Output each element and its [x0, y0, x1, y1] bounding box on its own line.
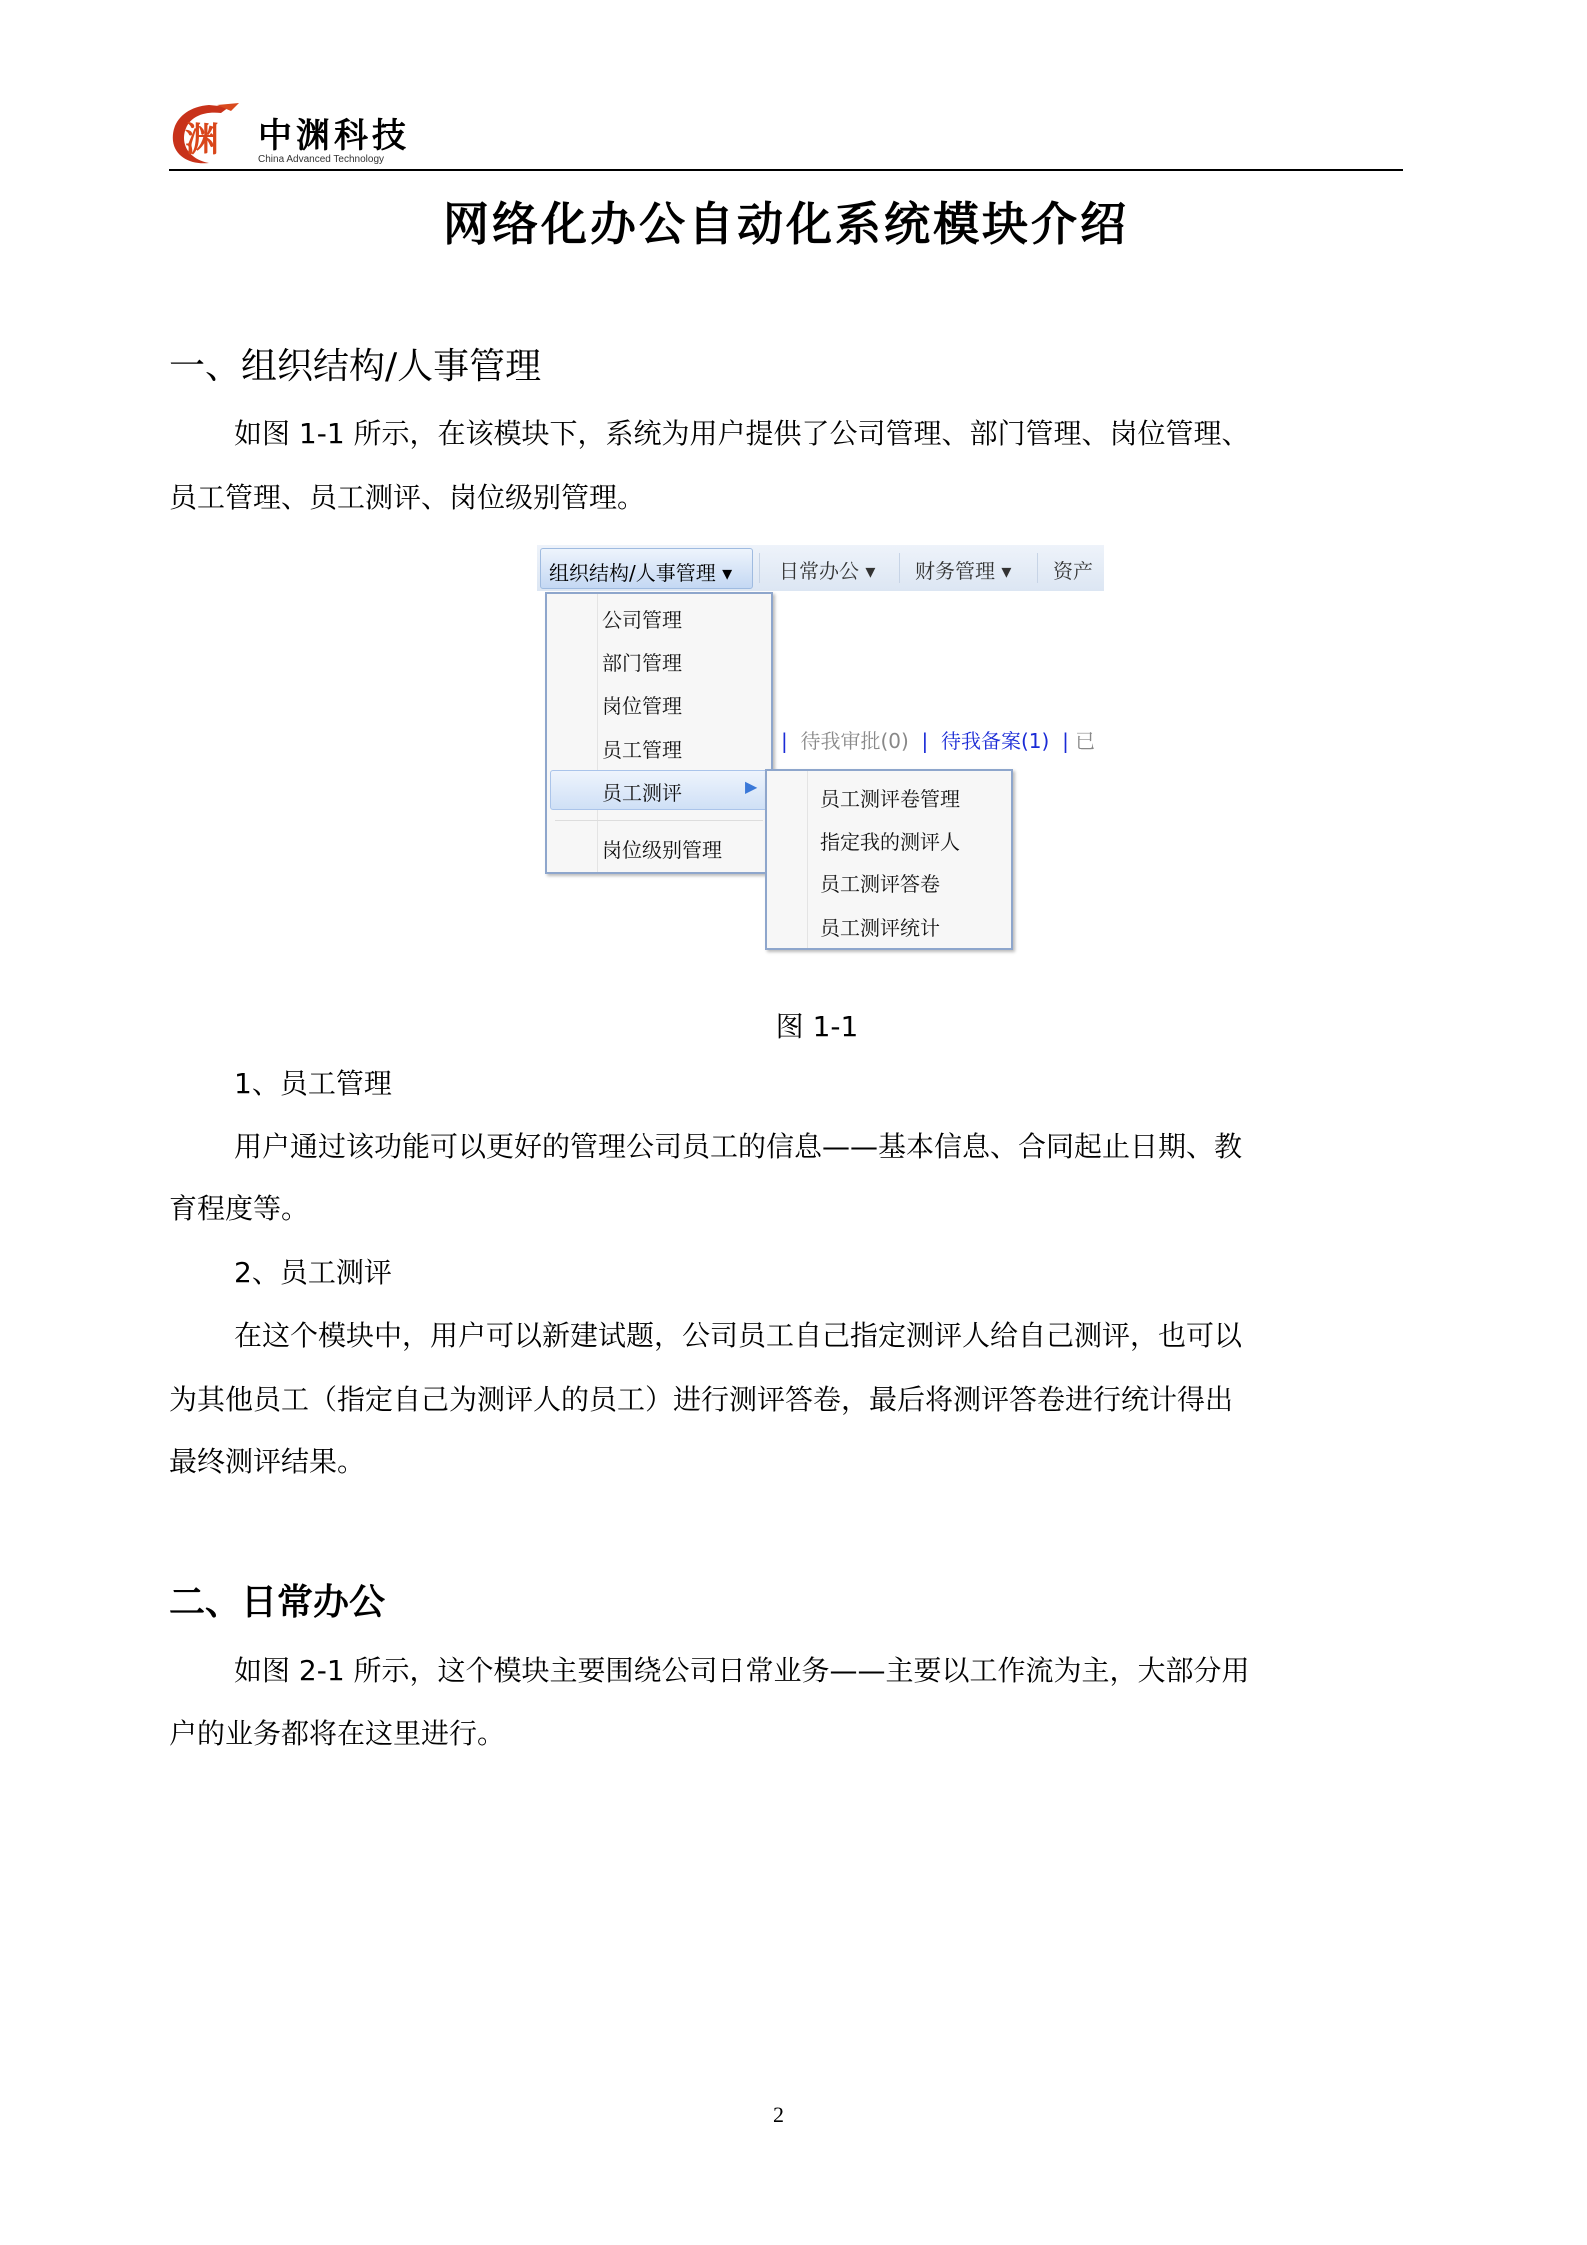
figure-caption: 图 1-1	[775, 1010, 859, 1043]
pending-filing-link[interactable]: 待我备案(1)	[941, 729, 1050, 753]
submenu-item[interactable]: 指定我的测评人	[820, 830, 960, 854]
header-rule	[169, 169, 1403, 171]
submenu-arrow-icon: ▶	[745, 777, 758, 796]
separator: |	[1062, 729, 1069, 753]
menu-item-employee[interactable]: 员工管理	[602, 738, 682, 762]
subsection-heading: 1、员工管理	[234, 1067, 392, 1100]
menu-item-evaluation[interactable]: 员工测评	[602, 781, 682, 805]
submenu	[765, 769, 1013, 950]
paragraph: 用户通过该功能可以更好的管理公司员工的信息——基本信息、合同起止日期、教	[234, 1130, 1243, 1163]
submenu-item[interactable]: 员工测评统计	[820, 916, 940, 940]
menu-divider	[555, 820, 763, 821]
page-title: 网络化办公自动化系统模块介绍	[443, 197, 1129, 251]
menu-bar	[537, 545, 1104, 591]
section2-heading: 二、日常办公	[169, 1582, 386, 1623]
submenu-item[interactable]: 员工测评卷管理	[820, 787, 960, 811]
status-links	[781, 725, 1095, 754]
tab-assets[interactable]: 资产	[1053, 559, 1093, 583]
paragraph: 如图 1-1 所示，在该模块下，系统为用户提供了公司管理、部门管理、岗位管理、	[234, 417, 1250, 450]
paragraph: 在这个模块中，用户可以新建试题，公司员工自己指定测评人给自己测评，也可以	[234, 1319, 1243, 1352]
menu-item-company[interactable]: 公司管理	[602, 608, 682, 632]
dropdown-menu	[545, 592, 773, 874]
submenu-item[interactable]: 员工测评答卷	[820, 872, 940, 896]
paragraph: 最终测评结果。	[169, 1445, 366, 1478]
paragraph: 员工管理、员工测评、岗位级别管理。	[169, 481, 646, 514]
divider	[899, 553, 900, 583]
separator: |	[921, 729, 929, 753]
paragraph: 育程度等。	[169, 1192, 310, 1225]
page-number: 2	[773, 2102, 784, 2127]
tab-label: 组织结构/人事管理	[549, 561, 716, 585]
logo-subtitle: China Advanced Technology	[258, 154, 385, 165]
tab-daily-office[interactable]: 日常办公 ▾	[779, 559, 876, 583]
divider	[759, 553, 760, 583]
figure-1-1	[537, 545, 1104, 975]
subsection-heading: 2、员工测评	[234, 1256, 392, 1289]
menu-item-department[interactable]: 部门管理	[602, 651, 682, 675]
menu-item-position[interactable]: 岗位管理	[602, 694, 682, 718]
tab-finance[interactable]: 财务管理 ▾	[915, 559, 1012, 583]
more-link[interactable]: 已	[1075, 729, 1096, 753]
paragraph: 为其他员工（指定自己为测评人的员工）进行测评答卷，最后将测评答卷进行统计得出	[169, 1383, 1234, 1416]
tab-org-hr[interactable]: 组织结构/人事管理 ▾	[540, 548, 753, 589]
separator: |	[781, 729, 788, 753]
tab-label: 财务管理	[915, 559, 995, 583]
logo-text: 中渊科技	[258, 116, 410, 156]
tab-label: 日常办公	[779, 559, 859, 583]
section1-heading: 一、组织结构/人事管理	[169, 346, 542, 387]
logo-icon	[169, 101, 249, 167]
pending-approval-link[interactable]: 待我审批(0)	[800, 729, 909, 753]
paragraph: 户的业务都将在这里进行。	[169, 1717, 506, 1750]
paragraph: 如图 2-1 所示，这个模块主要围绕公司日常业务——主要以工作流为主，大部分用	[234, 1654, 1250, 1687]
divider	[1037, 553, 1038, 583]
menu-item-position-level[interactable]: 岗位级别管理	[602, 838, 722, 862]
svg-text:渊: 渊	[185, 120, 219, 160]
